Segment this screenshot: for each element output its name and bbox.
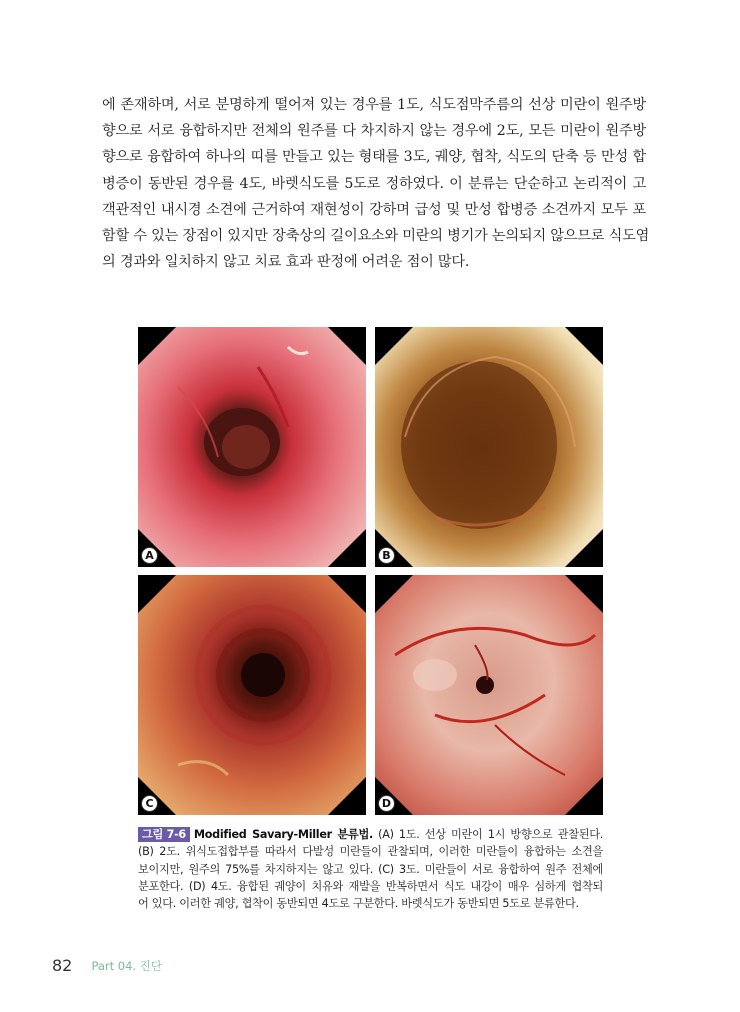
- body-line: 객관적인 내시경 소견에 근거하여 재현성이 강하며 급성 및 만성 합병증 소견까지 모두 포: [102, 201, 646, 218]
- caption-text: (A) 1도. 선상 미란이 1시 방향으로 관찰된다.: [372, 828, 603, 841]
- body-line: 향으로 서로 융합하지만 전체의 원주를 다 차지하지 않는 경우에 2도, 모든 미란이 원주방: [102, 123, 646, 140]
- endoscopy-figure: [138, 327, 603, 815]
- endoscopy-image-a: [138, 327, 366, 567]
- caption-line: 어 있다. 이러한 궤양, 협착이 동반되면 4도로 구분한다. 바렛식도가 동반되면 5도로 분류한다.: [138, 897, 579, 911]
- part-label: Part 04. 진단: [91, 958, 162, 973]
- panel-label-b: B: [378, 547, 395, 564]
- figure-title: Modified Savary-Miller 분류법.: [193, 828, 373, 841]
- body-paragraph: [102, 92, 650, 275]
- panel-label-a: A: [141, 547, 158, 564]
- body-line: 의 경과와 일치하지 않고 치료 효과 판정에 어려운 점이 많다.: [102, 254, 470, 271]
- caption-line: 보이지만, 원주의 75%를 차지하지는 않고 있다. (C) 3도. 미란들이 서로 융합하여 원주 전체에: [138, 862, 603, 876]
- page-footer: [52, 955, 162, 975]
- endoscopy-image-c: [138, 575, 366, 815]
- figure-number-badge: 그림 7-6: [138, 827, 190, 842]
- panel-label-d: D: [378, 795, 395, 812]
- figure-caption: [138, 826, 603, 912]
- caption-line: 분포한다. (D) 4도. 융합된 궤양이 치유와 재발을 반복하면서 식도 내강이 매우 심하게 협착되: [138, 879, 603, 893]
- page-number: 82: [52, 956, 73, 975]
- body-line: 향으로 융합하여 하나의 띠를 만들고 있는 형태를 3도, 궤양, 협착, 식도의 단축 등 만성 합: [102, 149, 646, 166]
- endoscopy-image-d: [375, 575, 603, 815]
- body-line: 병증이 동반된 경우를 4도, 바렛식도를 5도로 정하였다. 이 분류는 단순하고 논리적이 고: [102, 175, 646, 192]
- body-line: 함할 수 있는 장점이 있지만 장축상의 길이요소와 미란의 병기가 논의되지 않으므로 식도염: [102, 228, 650, 245]
- caption-line: [138, 826, 603, 843]
- body-line: 에 존재하며, 서로 분명하게 떨어져 있는 경우를 1도, 식도점막주름의 선상 미란이 원주방: [102, 97, 646, 113]
- caption-line: (B) 2도. 위식도접합부를 따라서 다발성 미란들이 관찰되며, 이러한 미란들이 융합하는 소견을: [138, 845, 603, 859]
- endoscopy-image-b: [375, 327, 603, 567]
- panel-label-c: C: [141, 795, 158, 812]
